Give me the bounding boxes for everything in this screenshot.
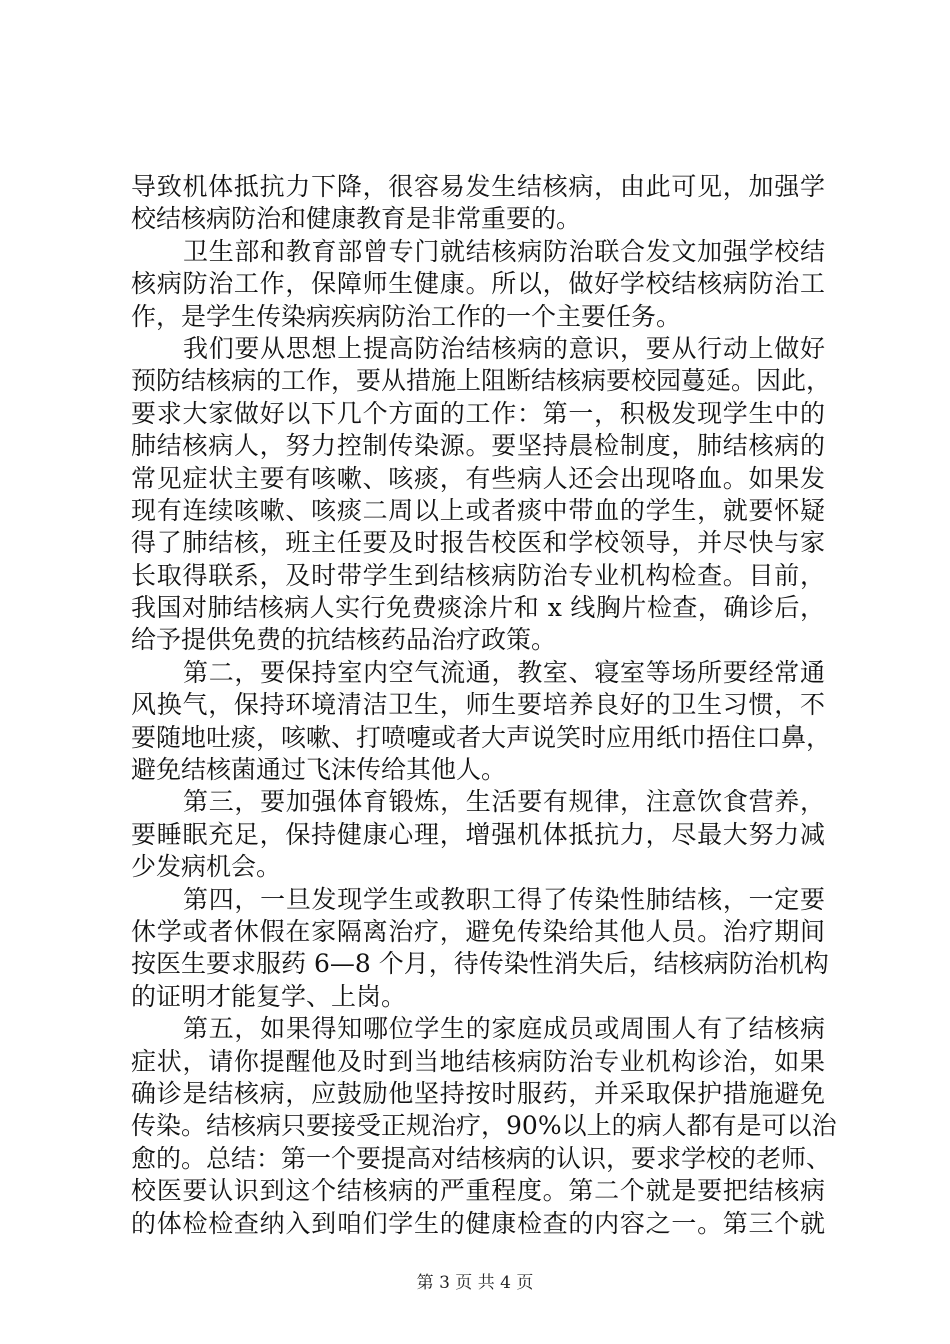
- text-line: 作，是学生传染病疾病防治工作的一个主要任务。: [131, 301, 682, 331]
- text-line: 按医生要求服药 6—8 个月，待传染性消失后，结核病防治机构: [131, 949, 829, 979]
- text-line: 常见症状主要有咳嗽、咳痰，有些病人还会出现咯血。如果发: [131, 463, 825, 493]
- text-line: 第四，一旦发现学生或教职工得了传染性肺结核，一定要: [183, 884, 825, 914]
- paragraph: [131, 236, 825, 333]
- text-line: 要随地吐痰，咳嗽、打喷嚏或者大声说笑时应用纸巾捂住口鼻，: [131, 722, 832, 752]
- text-line: 给予提供免费的抗结核药品治疗政策。: [131, 625, 557, 655]
- text-line: 确诊是结核病，应鼓励他坚持按时服药，并采取保护措施避免: [131, 1078, 825, 1108]
- text-line: 愈的。总结：第一个要提高对结核病的认识，要求学校的老师、: [131, 1143, 832, 1173]
- text-line: 现有连续咳嗽、咳痰二周以上或者痰中带血的学生，就要怀疑: [131, 495, 825, 525]
- text-line: 休学或者休假在家隔离治疗，避免传染给其他人员。治疗期间: [131, 916, 825, 946]
- text-line: 校结核病防治和健康教育是非常重要的。: [131, 204, 582, 234]
- text-line: 我们要从思想上提高防治结核病的意识，要从行动上做好: [183, 333, 825, 363]
- paragraph: [131, 786, 825, 883]
- text-line: 要求大家做好以下几个方面的工作：第一，积极发现学生中的: [131, 398, 825, 428]
- text-line: 第二，要保持室内空气流通，教室、寝室等场所要经常通: [183, 657, 825, 687]
- text-line: 少发病机会。: [131, 852, 282, 882]
- text-line: 要睡眠充足，保持健康心理，增强机体抵抗力，尽最大努力减: [131, 819, 825, 849]
- paragraph: [131, 657, 832, 787]
- text-line: 得了肺结核，班主任要及时报告校医和学校领导，并尽快与家: [131, 528, 825, 558]
- page-footer: 第 3 页 共 4 页: [416, 1273, 534, 1293]
- text-line: 预防结核病的工作，要从措施上阻断结核病要校园蔓延。因此，: [131, 366, 832, 396]
- document-body: [131, 171, 837, 1240]
- paragraph: [131, 1013, 837, 1240]
- text-line: 卫生部和教育部曾专门就结核病防治联合发文加强学校结: [183, 236, 825, 266]
- text-line: 的证明才能复学、上岗。: [131, 981, 407, 1011]
- paragraph: [131, 884, 829, 1014]
- paragraph: [131, 333, 832, 657]
- text-line: 风换气，保持环境清洁卫生，师生要培养良好的卫生习惯，不: [131, 690, 825, 720]
- text-line: 的体检检查纳入到咱们学生的健康检查的内容之一。第三个就: [131, 1208, 825, 1238]
- text-line: 症状，请你提醒他及时到当地结核病防治专业机构诊治，如果: [131, 1046, 825, 1076]
- text-line: 避免结核菌通过飞沫传给其他人。: [131, 755, 507, 785]
- text-line: 肺结核病人，努力控制传染源。要坚持晨检制度，肺结核病的: [131, 431, 825, 461]
- text-line: 导致机体抵抗力下降，很容易发生结核病，由此可见，加强学: [131, 172, 825, 201]
- paragraph: [131, 171, 825, 236]
- text-line: 校医要认识到这个结核病的严重程度。第二个就是要把结核病: [131, 1176, 825, 1206]
- text-line: 第三，要加强体育锻炼，生活要有规律，注意饮食营养，: [183, 787, 825, 817]
- text-line: 核病防治工作，保障师生健康。所以，做好学校结核病防治工: [131, 269, 825, 299]
- text-line: 第五，如果得知哪位学生的家庭成员或周围人有了结核病: [183, 1014, 825, 1044]
- text-line: 我国对肺结核病人实行免费痰涂片和 x 线胸片检查，确诊后，: [131, 593, 825, 623]
- text-line: 长取得联系，及时带学生到结核病防治专业机构检查。目前，: [131, 560, 825, 590]
- text-line: 传染。结核病只要接受正规治疗，90%以上的病人都有是可以治: [131, 1111, 837, 1141]
